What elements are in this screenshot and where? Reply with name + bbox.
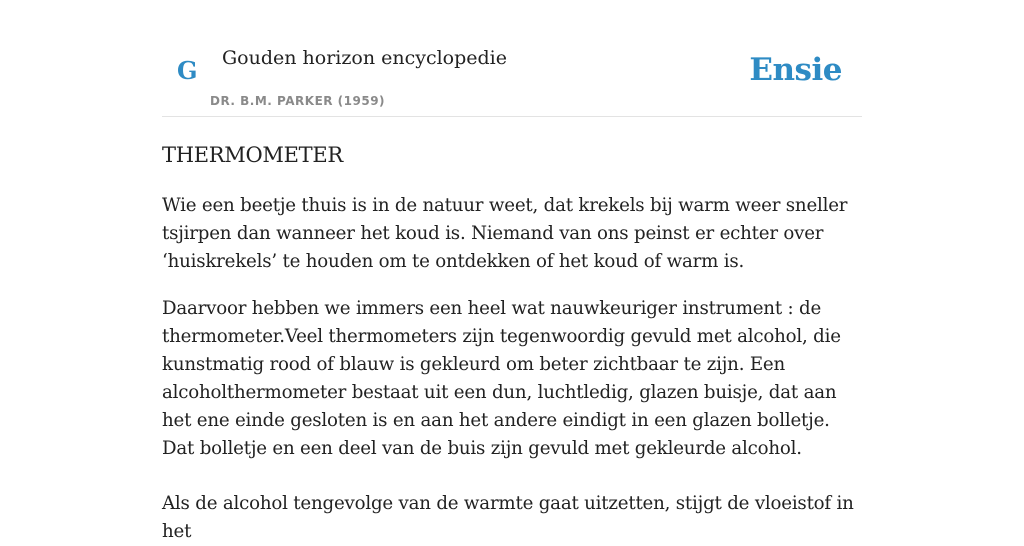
ensie-logo-link[interactable]: Ensie xyxy=(749,52,842,88)
article xyxy=(162,138,862,546)
article-paragraph: Als de alcohol tengevolge van de warmte gaat uitzetten, stijgt de vloeistof in het xyxy=(162,493,854,542)
article-paragraph: Daarvoor hebben we immers een heel wat nauwkeuriger instrument : de thermometer.Veel thermometers zijn tegenwoordig gevuld met alcohol, die kunstmatig rood of blauw is gekleurd om beter zichtbaar te zijn. Een alcoholthermometer bestaat uit een dun, luchtledig, glazen buisje, dat aan het ene einde gesloten is en aan het andere eindigt in een glazen bolletje. Dat bolletje en een deel van de buis zijn gevuld met gekleurde alcohol. xyxy=(162,298,841,459)
book-author: DR. B.M. PARKER (1959) xyxy=(210,94,386,108)
book-title[interactable]: Gouden horizon encyclopedie xyxy=(222,47,507,69)
article-paragraph: Wie een beetje thuis is in de natuur weet, dat krekels bij warm weer sneller tsjirpen dan wanneer het koud is. Niemand van ons peinst er echter over ‘huiskrekels’ te houden om te ontdekken of het koud of warm is. xyxy=(162,195,848,272)
book-logo[interactable]: G xyxy=(177,56,198,85)
page-header xyxy=(162,0,862,117)
article-title: THERMOMETER xyxy=(162,143,343,167)
